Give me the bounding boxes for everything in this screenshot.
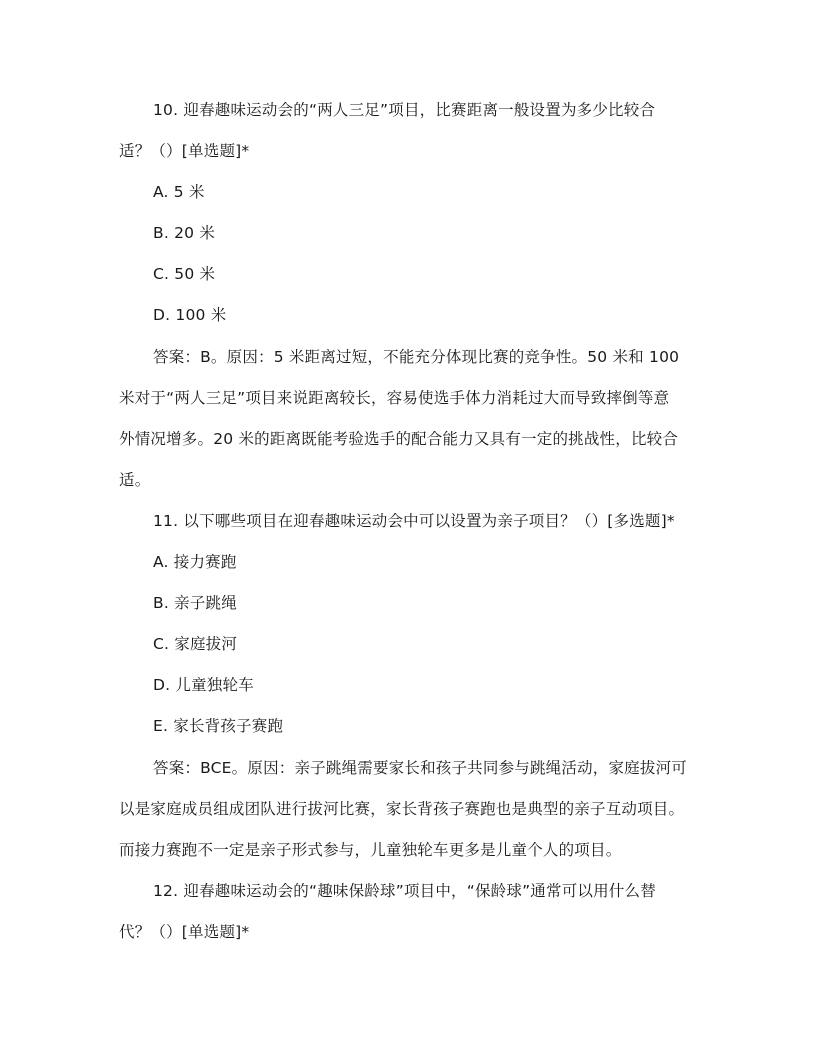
question-10-answer-line-2: 米对于“两人三足”项目来说距离较长，容易使选手体力消耗过大而导致摔倒等意 — [119, 389, 670, 407]
question-10-answer-line-4: 适。 — [119, 471, 151, 489]
question-11-answer-line-3: 而接力赛跑不一定是亲子形式参与，儿童独轮车更多是儿童个人的项目。 — [119, 841, 622, 859]
question-12-stem-line-1: 12. 迎春趣味运动会的“趣味保龄球”项目中，“保龄球”通常可以用什么替 — [153, 882, 656, 900]
question-11-answer-line-2: 以是家庭成员组成团队进行拔河比赛，家长背孩子赛跑也是典型的亲子互动项目。 — [119, 800, 685, 818]
question-11-stem-line-1: 11. 以下哪些项目在迎春趣味运动会中可以设置为亲子项目？（）[多选题]* — [153, 512, 675, 530]
question-11-option-a: A. 接力赛跑 — [153, 553, 237, 571]
question-10-option-d: D. 100 米 — [153, 306, 227, 324]
question-10-answer-line-3: 外情况增多。20 米的距离既能考验选手的配合能力又具有一定的挑战性，比较合 — [119, 430, 679, 448]
question-10-answer-line-1: 答案：B。原因：5 米距离过短，不能充分体现比赛的竞争性。50 米和 100 — [153, 348, 680, 366]
question-10-stem-line-2: 适？（）[单选题]* — [119, 142, 250, 160]
question-10-option-a: A. 5 米 — [153, 183, 205, 201]
question-11-option-e: E. 家长背孩子赛跑 — [153, 717, 284, 735]
question-11-option-b: B. 亲子跳绳 — [153, 594, 237, 612]
question-10-option-c: C. 50 米 — [153, 265, 216, 283]
question-12-stem-line-2: 代？（）[单选题]* — [119, 923, 250, 941]
question-10-option-b: B. 20 米 — [153, 224, 216, 242]
question-10-stem-line-1: 10. 迎春趣味运动会的“两人三足”项目，比赛距离一般设置为多少比较合 — [153, 101, 656, 119]
question-11-answer-line-1: 答案：BCE。原因：亲子跳绳需要家长和孩子共同参与跳绳活动，家庭拔河可 — [153, 759, 687, 777]
question-11-option-c: C. 家庭拔河 — [153, 635, 238, 653]
question-11-option-d: D. 儿童独轮车 — [153, 676, 254, 694]
